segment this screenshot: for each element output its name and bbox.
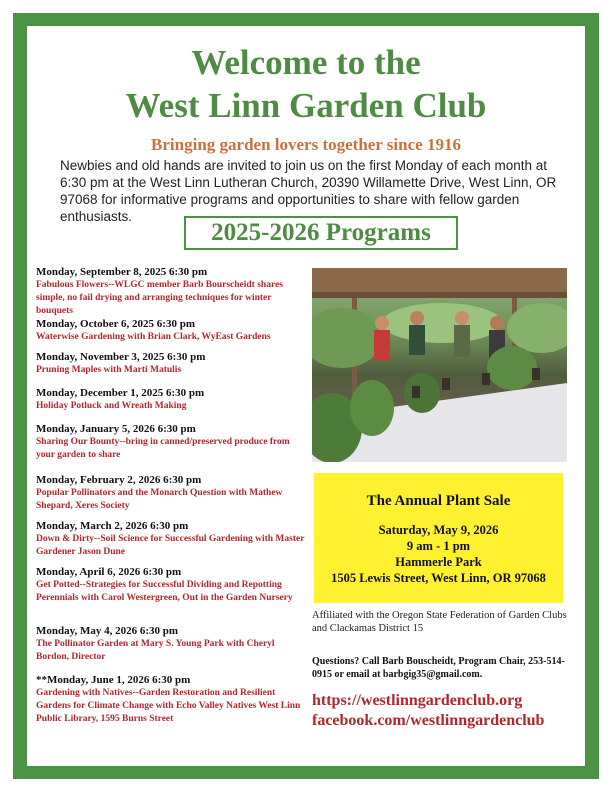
facebook-link[interactable]: facebook.com/westlinngardenclub: [312, 712, 545, 729]
event-date: Monday, April 6, 2026 6:30 pm: [36, 566, 182, 578]
plant-sale-venue: Hammerle Park: [395, 555, 482, 569]
event-description: Fabulous Flowers--WLGC member Barb Bourscheidt shares simple, no fail drying and arranging techniques for winter bouquets: [36, 280, 283, 316]
event-item: [36, 387, 306, 423]
event-description: Popular Pollinators and the Monarch Question with Mathew Shepard, Xeres Society: [36, 488, 283, 511]
event-description: Sharing Our Bounty--bring in canned/preserved produce from your garden to share: [36, 437, 290, 460]
event-description: Gardening with Natives--Garden Restoration and Resilient Gardens for Climate Change with Echo Valley Natives West Linn Public Library, 1595 Burns Street: [36, 688, 301, 724]
event-description: Holiday Potluck and Wreath Making: [36, 401, 187, 411]
event-date: **Monday, June 1, 2026 6:30 pm: [36, 674, 191, 686]
event-date: Monday, January 5, 2026 6:30 pm: [36, 423, 196, 435]
event-description: Get Potted--Strategies for Successful Dividing and Repotting Perennials with Carol Westergreen, Out in the Garden Nursery: [36, 580, 293, 603]
event-description: Down & Dirty--Soil Science for Successful Gardening with Master Gardener Jason Dune: [36, 534, 305, 557]
event-date: Monday, May 4, 2026 6:30 pm: [36, 625, 179, 637]
event-item: [36, 625, 306, 674]
plant-sale-box: [314, 473, 563, 603]
event-description: Waterwise Gardening with Brian Clark, WyEast Gardens: [36, 332, 271, 342]
contact-info: Questions? Call Barb Bouscheidt, Program Chair, 253-514-0915 or email at barbgig35@gmail.com.: [312, 656, 565, 680]
event-date: Monday, September 8, 2025 6:30 pm: [36, 266, 208, 278]
event-date: Monday, February 2, 2026 6:30 pm: [36, 474, 202, 486]
programs-heading: 2025-2026 Programs: [184, 216, 458, 250]
event-item: [36, 351, 306, 387]
intro-paragraph: Newbies and old hands are invited to join us on the first Monday of each month at 6:30 pm at the West Linn Lutheran Church, 20390 Willamette Drive, West Linn, OR 97068 for informative programs and opportunities to share with fellow garden enthusiasts.: [60, 158, 557, 224]
subtitle: Bringing garden lovers together since 1916: [151, 135, 461, 154]
event-description: Pruning Maples with Marti Matulis: [36, 365, 182, 375]
event-item: [36, 520, 306, 566]
website-link[interactable]: https://westlinngardenclub.org: [312, 692, 523, 709]
event-date: Monday, October 6, 2025 6:30 pm: [36, 318, 195, 330]
plant-sale-title: The Annual Plant Sale: [366, 493, 511, 509]
plant-sale-date: Saturday, May 9, 2026: [378, 523, 499, 537]
affiliation-note: Affiliated with the Oregon State Federation of Garden Clubs and Clackamas District 15: [312, 610, 567, 634]
events-list: [36, 266, 306, 726]
event-date: Monday, March 2, 2026 6:30 pm: [36, 520, 189, 532]
plant-sale-time: 9 am - 1 pm: [406, 539, 471, 553]
title-line-2: West Linn Garden Club: [125, 86, 487, 125]
event-item: [36, 318, 306, 351]
event-date: Monday, November 3, 2025 6:30 pm: [36, 351, 206, 363]
plant-sale-address: 1505 Lewis Street, West Linn, OR 97068: [331, 571, 546, 585]
event-item: [36, 674, 306, 726]
event-item: [36, 266, 306, 318]
event-description: The Pollinator Garden at Mary S. Young Park with Cheryl Bordon, Director: [36, 639, 275, 662]
event-item: [36, 474, 306, 520]
plant-sale-photo: [312, 268, 567, 462]
event-item: [36, 566, 306, 625]
event-date: Monday, December 1, 2025 6:30 pm: [36, 387, 205, 399]
title-line-1: Welcome to the: [191, 43, 421, 82]
event-item: [36, 423, 306, 474]
